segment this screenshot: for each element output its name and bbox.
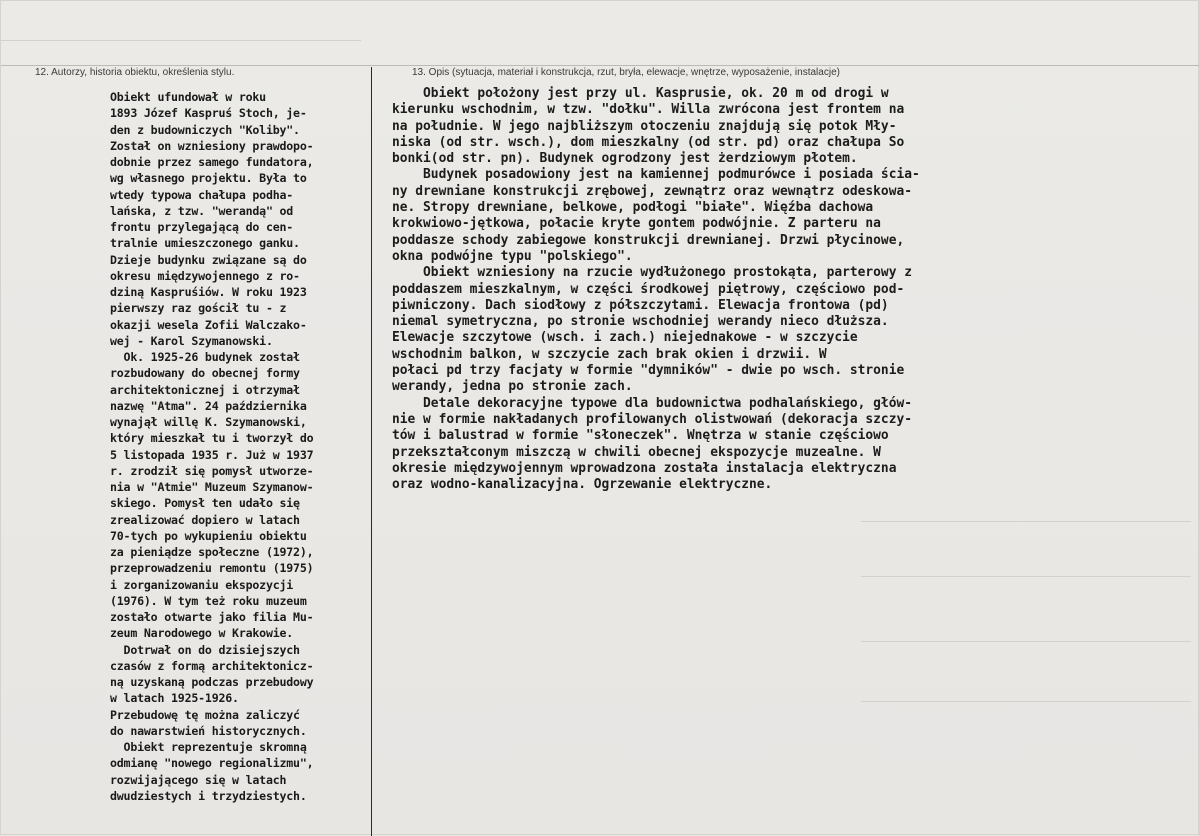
description-line: niska (od str. wsch.), dom mieszkalny (od str. pd) oraz chałupa So xyxy=(392,134,905,150)
history-line: w latach 1925-1926. xyxy=(110,691,239,706)
description-line: piwniczony. Dach siodłowy z półszczytami. Elewacja frontowa (pd) xyxy=(392,297,889,313)
description-line: niemal symetryczna, po stronie wschodniej werandy nieco dłuższa. xyxy=(392,314,889,330)
description-line: bonki(od str. pn). Budynek ogrodzony jest żerdziowym płotem. xyxy=(392,151,858,167)
history-line: czasów z formą architektonicz- xyxy=(110,658,314,673)
description-line: okna podwójne typu "polskiego". xyxy=(392,248,633,264)
history-line: lańska, z tzw. "werandą" od xyxy=(110,203,294,218)
description-line: tów i balustrad w formie "słoneczek". Wnętrza w stanie częściowo xyxy=(392,428,889,444)
history-line: wej - Karol Szymanowski. xyxy=(110,333,273,348)
description-line: na południe. W jego najbliższym otoczeniu znajdują się potok Mły- xyxy=(392,118,897,134)
history-line: rozbudowany do obecnej formy xyxy=(110,366,300,381)
description-line: przekształconym miszczą w chwili obecnej ekspozycje muzealne. W xyxy=(392,444,881,460)
ghost-rule xyxy=(861,521,1191,522)
history-line: pierwszy raz gościł tu - z xyxy=(110,301,287,316)
history-text xyxy=(110,89,372,804)
history-line: Przebudowę tę można zaliczyć xyxy=(110,707,300,722)
history-line: ną uzyskaną podczas przebudowy xyxy=(110,675,314,689)
ghost-rule xyxy=(861,701,1191,702)
description-line: Obiekt wzniesiony na rzucie wydłużonego prostokąta, parterowy z xyxy=(392,265,912,281)
description-line: ne. Stropy drewniane, belkowe, podłogi "białe". Więźba dachowa xyxy=(392,200,874,216)
description-line: krokwiowo-jętkowa, połacie kryte gontem podwójnie. Z parteru na xyxy=(392,216,881,232)
history-line: zeum Narodowego w Krakowie. xyxy=(110,626,294,641)
history-line: (1976). W tym też roku muzeum xyxy=(110,593,307,608)
history-line: za pieniądze społeczne (1972), xyxy=(110,545,314,559)
ghost-rule xyxy=(861,576,1191,577)
history-line: zrealizować dopiero w latach xyxy=(110,512,300,527)
history-line: zostało otwarte jako filia Mu- xyxy=(110,610,314,624)
description-line: Budynek posadowiony jest na kamiennej podmurówce i posiada ścia- xyxy=(392,167,920,183)
description-line: poddasze schody zabiegowe konstrukcji drewnianej. Drzwi płycinowe, xyxy=(392,232,905,248)
history-line: Dzieje budynku związane są do xyxy=(110,252,307,267)
history-line: nia w "Atmie" Muzeum Szymanow- xyxy=(110,480,314,494)
history-line: 5 listopada 1935 r. Już w 1937 xyxy=(110,447,314,462)
history-line: wtedy typowa chałupa podha- xyxy=(110,187,294,202)
history-line: przeprowadzeniu remontu (1975) xyxy=(110,561,314,576)
description-line: Elewacje szczytowe (wsch. i zach.) niejednakowe - w szczycie xyxy=(392,330,858,346)
history-line: Ok. 1925-26 budynek został xyxy=(110,350,300,364)
history-line: Został on wzniesiony prawdopo- xyxy=(110,138,314,153)
ghost-rule xyxy=(1,40,361,41)
description-line: oraz wodno-kanalizacyjna. Ogrzewanie elektryczne. xyxy=(392,477,773,493)
history-line: który mieszkał tu i tworzył do xyxy=(110,431,314,446)
description-line: poddaszem mieszkalnym, w części środkowej piętrowy, częściowo pod- xyxy=(392,281,905,297)
history-line: odmianę "nowego regionalizmu", xyxy=(110,756,314,771)
description-line: wschodnim balkon, w szczycie zach brak okien i drzwii. W xyxy=(392,346,827,362)
history-line: nazwę "Atma". 24 października xyxy=(110,398,307,413)
history-line: frontu przylegającą do cen- xyxy=(110,220,294,234)
history-line: wg własnego projektu. Była to xyxy=(110,171,307,186)
history-line: dobnie przez samego fundatora, xyxy=(110,155,314,169)
ghost-rule xyxy=(861,641,1191,642)
history-line: skiego. Pomysł ten udało się xyxy=(110,496,300,511)
field-label-authors-history: 12. Autorzy, historia obiektu, określenia stylu. xyxy=(35,67,235,78)
description-line: połaci pd trzy facjaty w formie "dymników" - dwie po wsch. stronie xyxy=(392,363,905,379)
history-line: Obiekt ufundował w roku xyxy=(110,90,266,104)
history-line: rozwijającego się w latach xyxy=(110,772,287,787)
description-line: werandy, jedna po stronie zach. xyxy=(392,379,633,395)
history-line: architektonicznej i otrzymał xyxy=(110,382,300,397)
history-line: okazji wesela Zofii Walczako- xyxy=(110,317,307,332)
description-line: okresie międzywojennym wprowadzona została instalacja elektryczna xyxy=(392,460,897,476)
description-line: Detale dekoracyjne typowe dla budownictwa podhalańskiego, głów- xyxy=(392,395,912,411)
history-line: wynajął willę K. Szymanowski, xyxy=(110,415,307,429)
history-line: Obiekt reprezentuje skromną xyxy=(110,740,307,754)
history-line: tralnie umieszczonego ganku. xyxy=(110,236,300,251)
history-line: den z budowniczych "Koliby". xyxy=(110,122,300,137)
history-line: 1893 Józef Kaspruś Stoch, je- xyxy=(110,106,307,121)
header-rule xyxy=(1,65,1199,66)
description-line: nie w formie nakładanych profilowanych olistwowań (dekoracja szczy- xyxy=(392,411,912,427)
history-line: dziną Kaspruśiów. W roku 1923 xyxy=(110,285,307,299)
history-line: i zorganizowaniu ekspozycji xyxy=(110,577,294,592)
description-text xyxy=(392,86,1112,493)
history-line: 70-tych po wykupieniu obiektu xyxy=(110,528,307,543)
history-line: Dotrwał on do dzisiejszych xyxy=(110,642,300,657)
history-line: okresu międzywojennego z ro- xyxy=(110,268,300,283)
description-line: ny drewniane konstrukcji zrębowej, zewnątrz oraz wewnątrz odeskowa- xyxy=(392,183,912,199)
history-line: do nawarstwień historycznych. xyxy=(110,723,307,738)
history-line: dwudziestych i trzydziestych. xyxy=(110,788,307,803)
description-line: kierunku wschodnim, w tzw. "dołku". Willa zwrócona jest frontem na xyxy=(392,102,905,118)
field-label-description: 13. Opis (sytuacja, materiał i konstrukcja, rzut, bryła, elewacje, wnętrze, wyposażenie, instalacje) xyxy=(412,67,840,78)
history-line: r. zrodził się pomysł utworze- xyxy=(110,463,314,478)
description-line: Obiekt położony jest przy ul. Kasprusie, ok. 20 m od drogi w xyxy=(392,86,889,101)
